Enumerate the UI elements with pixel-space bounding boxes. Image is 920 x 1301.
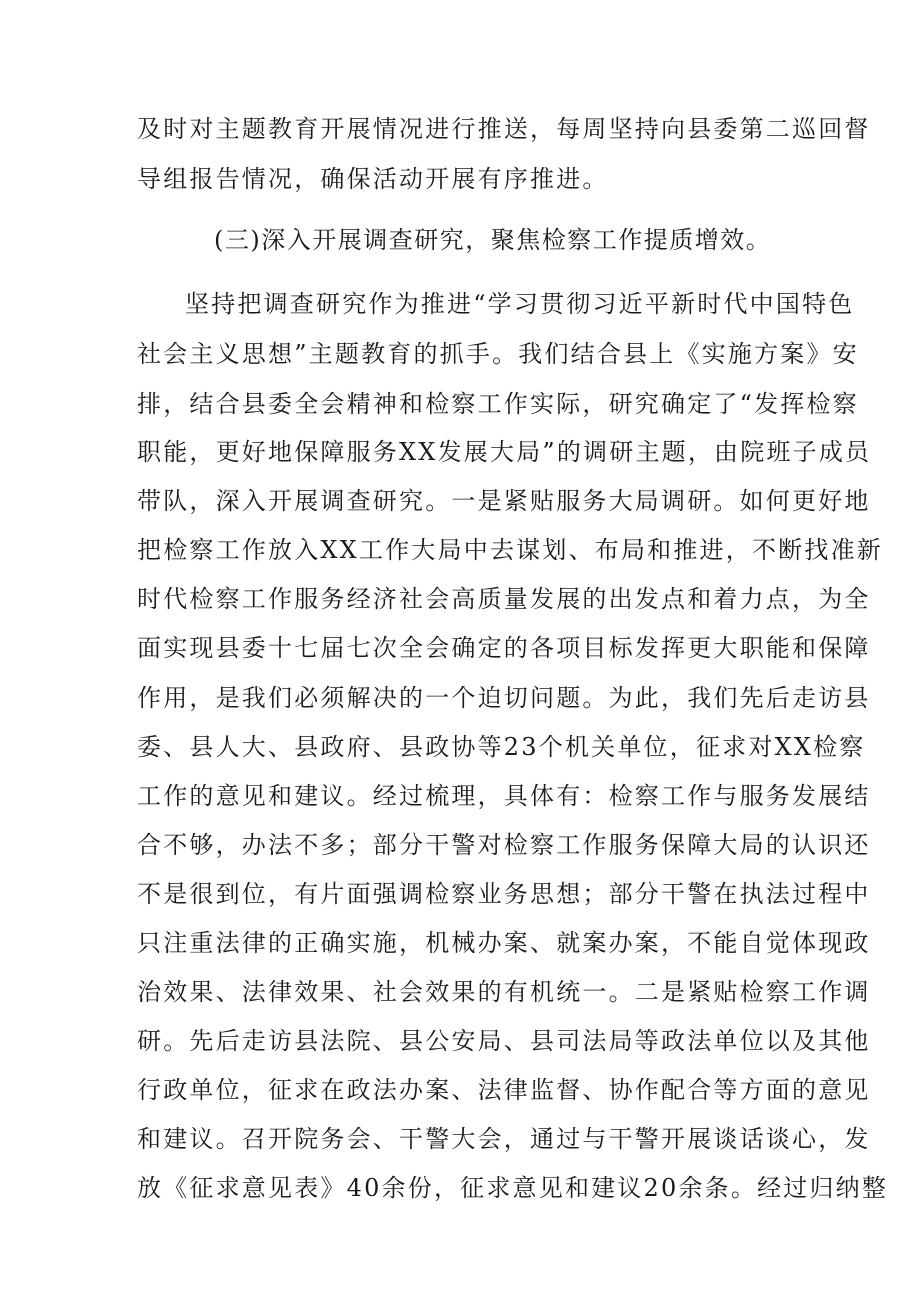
paragraph-line: 排，结合县委全会精神和检察工作实际，研究确定了“发挥检察 [137,390,859,418]
paragraph-line: 研。先后走访县法院、县公安局、县司法局等政法单位以及其他 [137,1027,871,1055]
paragraph-line: 把检察工作放入XX工作大局中去谋划、布局和推进，不断找准新 [137,536,883,564]
paragraph-line: 合不够，办法不多；部分干警对检察工作服务保障大局的认识还 [137,831,871,859]
paragraph-line: 面实现县委十七届七次全会确定的各项目标发挥更大职能和保障 [137,634,871,662]
paragraph-line: 不是很到位，有片面强调检察业务思想；部分干警在执法过程中 [137,880,871,908]
paragraph-line: 行政单位，征求在政法办案、法律监督、协作配合等方面的意见 [137,1076,871,1104]
paragraph-line: 委、县人大、县政府、县政协等23个机关单位，征求对XX检察 [137,733,866,761]
paragraph-line: 作用，是我们必须解决的一个迫切问题。为此，我们先后走访县 [137,684,871,712]
paragraph-line: 和建议。召开院务会、干警大会，通过与干警开展谈话谈心，发 [137,1125,871,1153]
section-heading: (三)深入开展调查研究，聚焦检察工作提质增效。 [214,226,772,254]
paragraph-line: 只注重法律的正确实施，机械办案、就案办案，不能自觉体现政 [137,929,871,957]
paragraph-line: 职能，更好地保障服务XX发展大局”的调研主题，由院班子成员 [137,438,872,466]
paragraph-line: 社会主义思想”主题教育的抓手。我们结合县上《实施方案》安 [137,340,859,368]
paragraph-line: 放《征求意见表》40余份，征求意见和建议20余条。经过归纳整 [137,1174,889,1202]
paragraph-line: 治效果、法律效果、社会效果的有机统一。二是紧贴检察工作调 [137,978,871,1006]
paragraph-line: 工作的意见和建议。经过梳理，具体有：检察工作与服务发展结 [137,782,871,810]
paragraph-line: 导组报告情况，确保活动开展有序推进。 [137,165,609,193]
paragraph-line: 及时对主题教育开展情况进行推送，每周坚持向县委第二巡回督 [137,115,871,143]
paragraph-line: 时代检察工作服务经济社会高质量发展的出发点和着力点，为全 [137,585,871,613]
paragraph-first-line: 坚持把调查研究作为推进“学习贯彻习近平新时代中国特色 [185,290,855,318]
paragraph-line: 带队，深入开展调查研究。一是紧贴服务大局调研。如何更好地 [137,487,871,515]
